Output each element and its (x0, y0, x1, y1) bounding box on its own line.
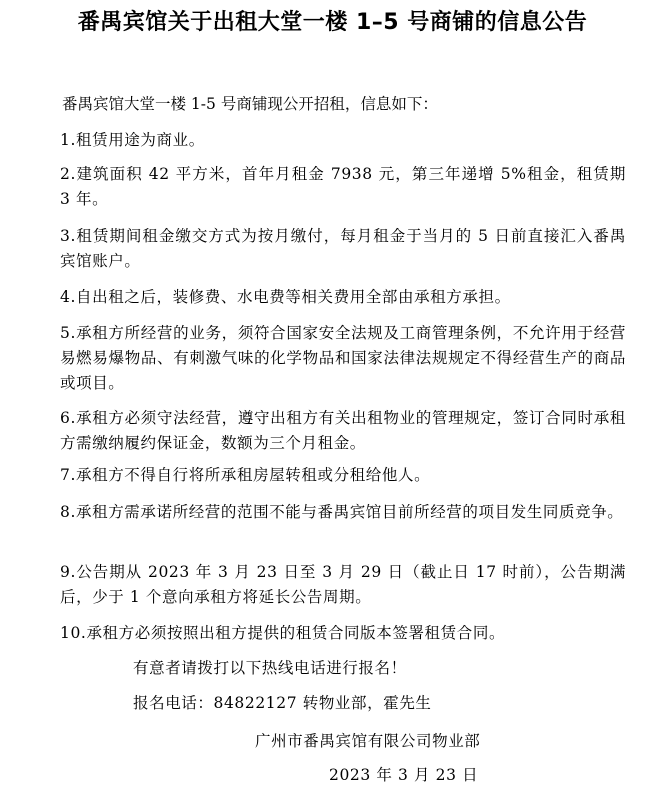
notice-item-1: 1.租赁用途为商业。 (60, 131, 205, 149)
notice-item-8: 8.承租方需承诺所经营的范围不能与番禺宾馆目前所经营的项目发生同质竞争。 (60, 503, 624, 521)
notice-item-9: 9.公告期从 2023 年 3 月 23 日至 3 月 29 日（截止日 17 时前），公告期满后，少于 1 个意向承租方将延长公告周期。 (60, 563, 626, 606)
organization-signature: 广州市番禺宾馆有限公司物业部 (255, 732, 481, 750)
contact-line: 报名电话：84822127 转物业部，霍先生 (133, 694, 432, 712)
notice-item-2: 2.建筑面积 42 平方米，首年月租金 7938 元，第三年递增 5%租金，租赁期 3 年。 (60, 165, 626, 208)
notice-date: 2023 年 3 月 23 日 (329, 766, 479, 784)
call-to-action: 有意者请拨打以下热线电话进行报名！ (133, 659, 407, 677)
notice-title: 番禺宾馆关于出租大堂一楼 1–5 号商铺的信息公告 (77, 10, 588, 35)
notice-item-10: 10.承租方必须按照出租方提供的租赁合同版本签署租赁合同。 (60, 624, 506, 642)
notice-item-6: 6.承租方必须守法经营，遵守出租方有关出租物业的管理规定，签订合同时承租方需缴纳履约保证金，数额为三个月租金。 (60, 409, 626, 452)
notice-item-5: 5.承租方所经营的业务，须符合国家安全法规及工商管理条例，不允许用于经营易燃易爆物品、有刺激气味的化学物品和国家法律法规规定不得经营生产的商品或项目。 (60, 324, 626, 392)
notice-intro: 番禺宾馆大堂一楼 1-5 号商铺现公开招租，信息如下： (62, 95, 438, 113)
notice-item-7: 7.承租方不得自行将所承租房屋转租或分租给他人。 (60, 466, 431, 484)
notice-item-4: 4.自出租之后，装修费、水电费等相关费用全部由承租方承担。 (60, 288, 511, 306)
notice-item-3: 3.租赁期间租金缴交方式为按月缴付，每月租金于当月的 5 日前直接汇入番禺宾馆账户。 (60, 227, 626, 270)
